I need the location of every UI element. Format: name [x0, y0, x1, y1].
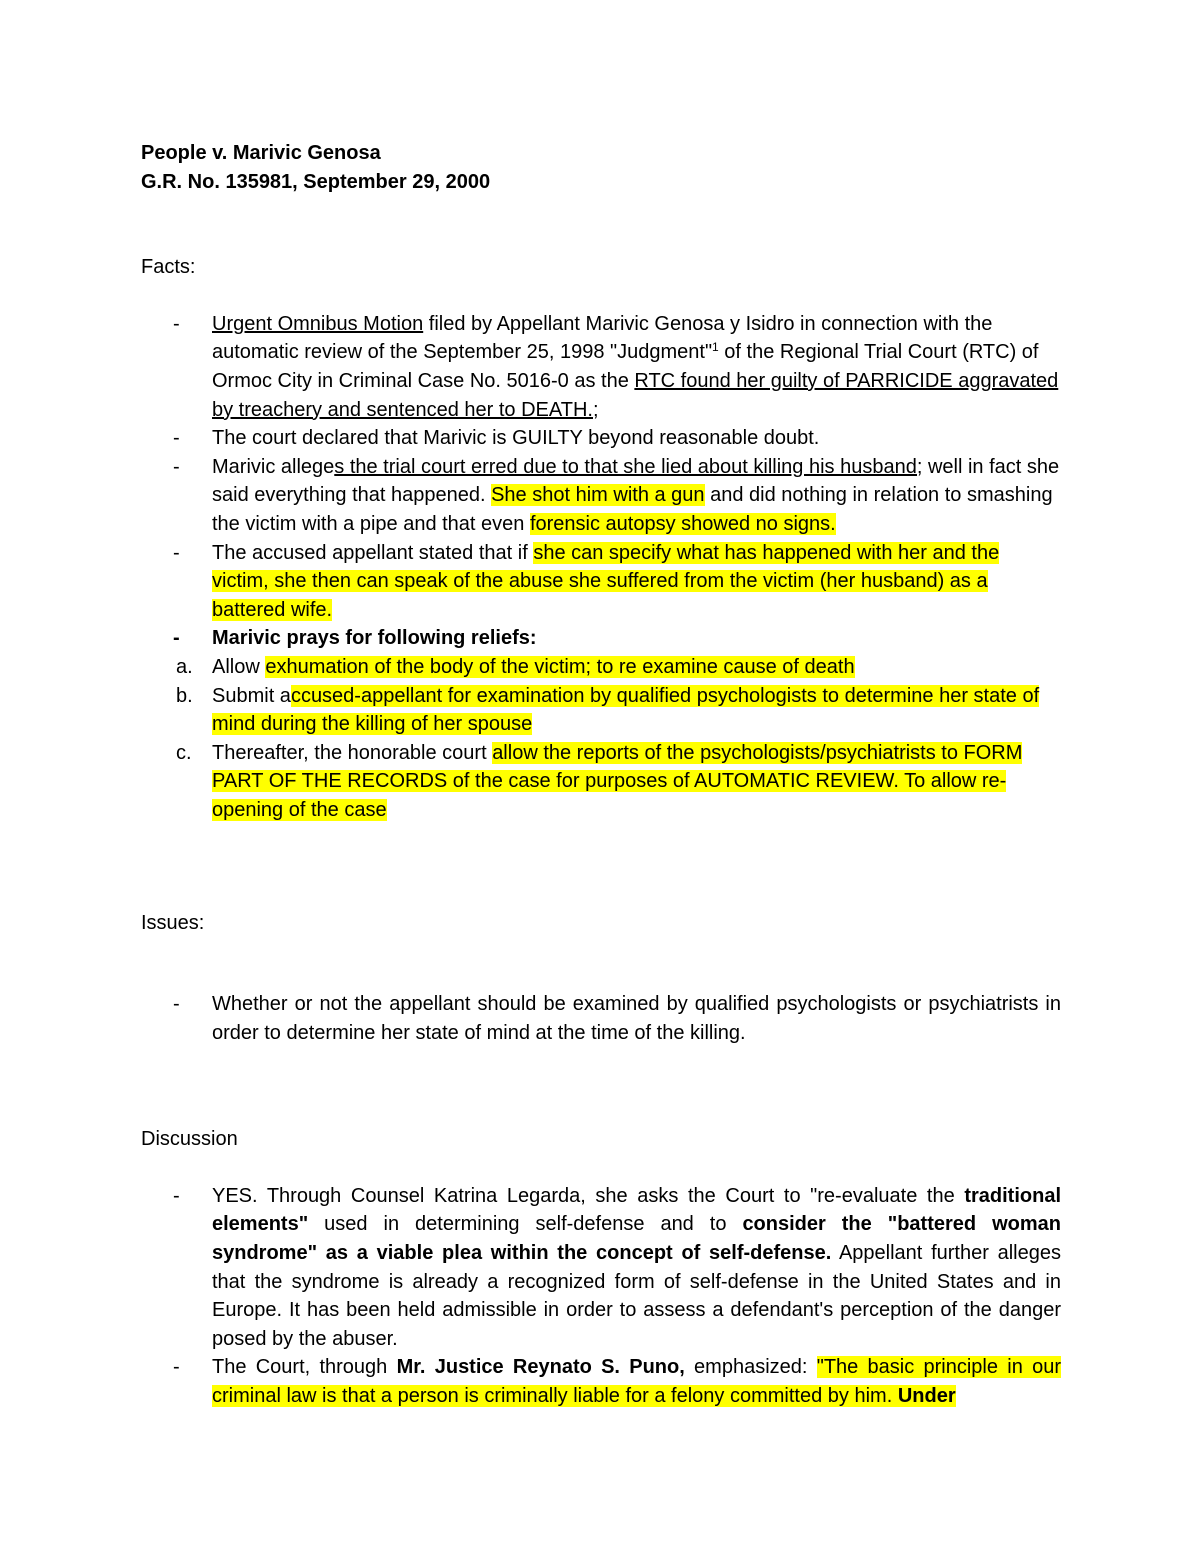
facts-heading: Facts: [141, 256, 196, 279]
discussion-item-2 [141, 1353, 1061, 1410]
facts-item-2 [141, 424, 1061, 453]
text: emphasized: [684, 1356, 817, 1379]
bullet-dash: - [173, 1356, 180, 1379]
bullet-dash: - [173, 312, 180, 335]
footnote-ref[interactable]: 1 [712, 340, 719, 355]
highlighted-text: "The basic principle in our criminal law is that a person is criminally liable for a felony committed by him. [212, 1356, 1061, 1407]
bullet-dash: - [173, 627, 180, 650]
text: of the Regional Trial Court (RTC) of Ormoc City in Criminal Case No. 5016-0 as the [212, 341, 1039, 392]
list-letter: b. [176, 684, 193, 707]
text: The Court, through [212, 1356, 397, 1379]
text: The court declared that Marivic is GUILTY beyond reasonable doubt. [212, 427, 820, 450]
text: filed by Appellant Marivic Genosa y Isidro in connection with the automatic review of the September 25, 1998 "Judgment" [212, 312, 993, 364]
highlighted-text: ccused-appellant for examination by qualified psychologists to determine her state of mind during the killing of her spouse [212, 684, 1040, 736]
bullet-dash: - [173, 993, 180, 1016]
underlined-text: RTC found her guilty of PARRICIDE aggravated by treachery and sentenced her to DEATH.; [212, 369, 1059, 421]
highlighted-text: she can specify what has happened with her and the victim, she then can speak of the abuse she suffered from the victim (her husband) as a battered wife. [212, 541, 1000, 621]
text: and did nothing in relation to smashing the victim with a pipe and that even [212, 484, 1053, 535]
bold-text: Mr. Justice Reynato S. Puno, [396, 1356, 685, 1379]
discussion-heading: Discussion [141, 1128, 238, 1151]
list-letter: c. [176, 741, 192, 764]
bullet-dash: - [173, 455, 180, 478]
highlighted-text: forensic autopsy showed no signs. [529, 512, 836, 535]
text: used in determining self-defense and to [308, 1213, 743, 1236]
bullet-dash: - [173, 541, 180, 564]
text: Thereafter, the honorable court [212, 741, 493, 764]
text: Marivic prays for following reliefs: [212, 627, 537, 650]
text: well in fact she said everything that happened. [212, 455, 1060, 507]
text: Allow [212, 655, 266, 678]
case-title: People v. Marivic Genosa [141, 142, 381, 164]
facts-item-1 [141, 310, 1061, 424]
bold-text: consider the "battered woman syndrome" as a viable plea within the concept of self-defense. [212, 1213, 1061, 1265]
highlighted-text: She shot him with a gun [491, 484, 705, 507]
underlined-text: Urgent Omnibus Motion [212, 312, 424, 335]
bold-text: traditional elements" [212, 1184, 1061, 1236]
highlighted-text: allow the reports of the psychologists/psychiatrists to FORM PART OF THE RECORDS of the case for purposes of AUTOMATIC REVIEW. To allow re-opening of the case [212, 741, 1023, 821]
case-citation: G.R. No. 135981, September 29, 2000 [141, 170, 491, 193]
highlighted-text: exhumation of the body of the victim; to re examine cause of death [265, 655, 855, 678]
text: Whether or not the appellant should be examined by qualified psychologists or psychiatrists in order to determine her state of mind at the time of the killing. [212, 993, 1061, 1044]
text: YES. Through Counsel Katrina Legarda, she asks the Court to "re-evaluate the [212, 1184, 965, 1207]
relief-b [141, 682, 1061, 739]
bullet-dash: - [173, 1184, 180, 1207]
discussion-item-1 [141, 1182, 1061, 1354]
underlined-text: s the trial court erred due to that she lied about killing his husband; [334, 455, 923, 478]
text: Marivic allege [212, 455, 335, 478]
relief-c [141, 739, 1061, 825]
facts-item-3 [141, 453, 1061, 539]
issues-heading: Issues: [141, 912, 205, 935]
bullet-dash: - [173, 427, 180, 450]
relief-a [141, 653, 1061, 682]
document-body [141, 139, 1061, 1411]
text: Appellant further alleges that the syndrome is already a recognized form of self-defense in the United States and in Europe. It has been held admissible in order to assess a defendant's perception of the danger posed by the abuser. [212, 1242, 1061, 1350]
text: The accused appellant stated that if [212, 541, 534, 564]
list-letter: a. [176, 655, 193, 678]
highlighted-bold-text: Under [897, 1385, 956, 1407]
facts-item-4 [141, 539, 1061, 625]
issues-item-1 [141, 990, 1061, 1047]
facts-item-5 [141, 624, 1061, 653]
text: Submit a [212, 684, 291, 707]
